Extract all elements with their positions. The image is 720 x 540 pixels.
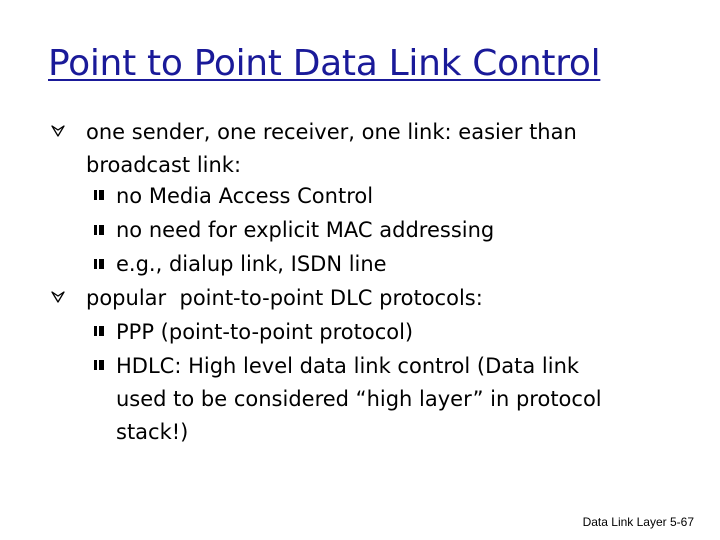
bullet-2-subitem-2: HDLC: High level data link control (Data link used to be considered “high layer” in protocol stack!) — [116, 354, 602, 444]
square-bullet-icon — [94, 326, 104, 336]
checkmark-arrow-bullet-icon — [51, 124, 65, 138]
slide-footer: Data Link Layer 5-67 — [582, 515, 694, 529]
bullet-1-subitem-1: no Media Access Control — [116, 184, 374, 208]
square-bullet-icon — [94, 259, 104, 269]
bullet-2-subitem-1: PPP (point-to-point protocol) — [116, 320, 414, 344]
bullet-2-text: popular point-to-point DLC protocols: — [86, 286, 483, 310]
square-bullet-icon — [94, 360, 104, 370]
square-bullet-icon — [94, 190, 104, 200]
bullet-1-subitem-3: e.g., dialup link, ISDN line — [116, 252, 387, 276]
slide-title: Point to Point Data Link Control — [48, 43, 601, 84]
bullet-1-subitem-2: no need for explicit MAC addressing — [116, 218, 495, 242]
bullet-1-text: one sender, one receiver, one link: easier than broadcast link: — [86, 120, 584, 177]
square-bullet-icon — [94, 225, 104, 235]
checkmark-arrow-bullet-icon — [51, 290, 65, 304]
